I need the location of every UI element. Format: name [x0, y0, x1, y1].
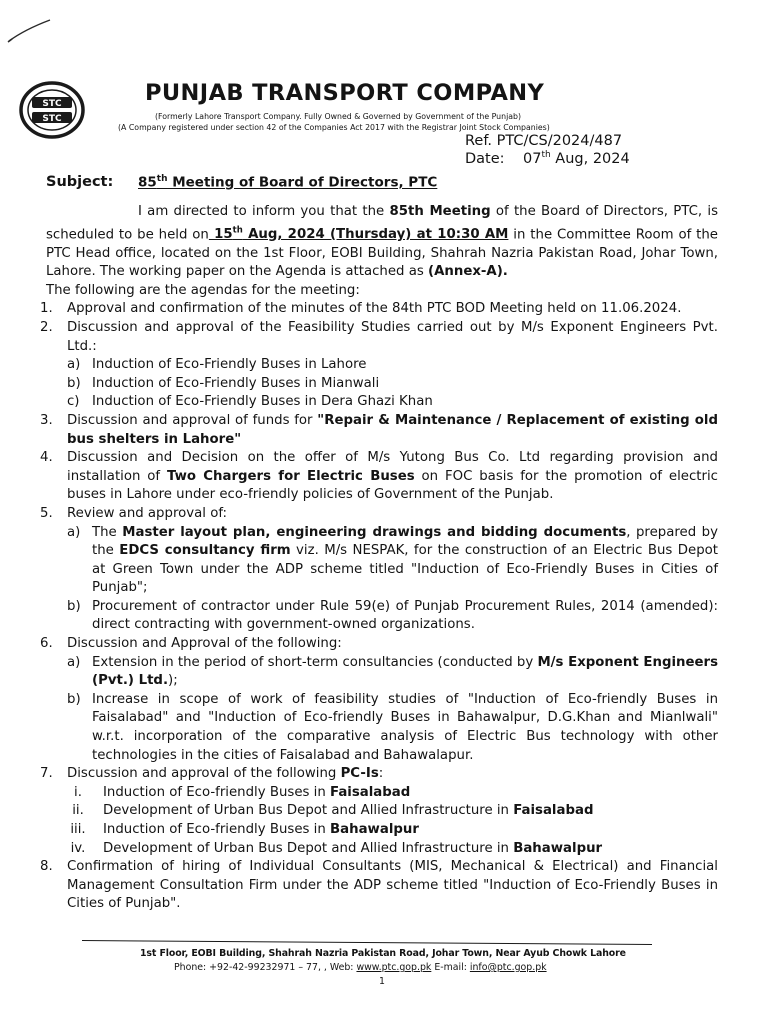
agenda-5a-t3: viz. M/s NESPAK, for the construction of an Electric Bus Depot at Green Town under the ADP scheme titled "Induction of Eco-Friendly Buses in Cities of Punjab";: [92, 543, 718, 596]
agenda-6a-num: a): [67, 654, 81, 670]
agenda-5a: [67, 524, 718, 598]
subject-label: Subject:: [46, 174, 114, 190]
agenda-item-6: [40, 635, 718, 765]
agenda-6a: [67, 654, 718, 691]
agenda-6b-text: Increase in scope of work of feasibility studies of "Induction of Eco-friendly Buses in Faisalabad" and "Induction of Eco-friendly Buses in Bahawalpur, D.G.Khan and Mianlwali" w.r.t. incorporation of the comparative analysis of Electric Bus technology with other technologies in the cities of Faisalabad and Bahawalapur.: [92, 691, 718, 763]
agenda-5b: [67, 598, 718, 635]
agenda-num-7: 7.: [40, 766, 53, 782]
agenda-7-ii: [67, 802, 718, 821]
agenda-4-b1: Two Chargers for Electric Buses: [166, 468, 415, 484]
agenda-5b-text: Procurement of contractor under Rule 59(e) of Punjab Procurement Rules, 2014 (amended): direct contracting with government-owned organizations.: [92, 598, 718, 633]
reference-number: Ref. PTC/CS/2024/487: [465, 133, 623, 149]
meeting-datetime: [209, 227, 509, 242]
footer-contact: [174, 962, 547, 973]
logo-text-top: STC: [42, 99, 62, 109]
intro-t1: I am directed to inform you that the: [138, 204, 390, 219]
company-logo: [18, 80, 86, 140]
agenda-3-t1: Discussion and approval of funds for: [67, 412, 318, 428]
agenda-7-ii-num: ii.: [72, 803, 84, 819]
agenda-4-t2: on FOC basis for the promotion of electric buses in Lahore under eco-friendly policies of Government of the Punjab.: [67, 468, 718, 503]
agenda-6b: [67, 691, 718, 765]
agenda-item-8: [40, 858, 718, 914]
agenda-2c-text: Induction of Eco-Friendly Buses in Dera Ghazi Khan: [92, 394, 433, 410]
agenda-item-2: [40, 319, 718, 412]
agenda-2c: [67, 393, 718, 412]
agenda-6a-t1: Extension in the period of short-term consultancies (conducted by: [92, 654, 538, 670]
logo-text-bottom: STC: [42, 114, 62, 124]
company-subtitle-2: (A Company registered under section 42 of the Companies Act 2017 with the Registrar Joint Stock Companies): [118, 123, 550, 132]
page-number: 1: [379, 976, 385, 987]
agenda-num-6: 6.: [40, 636, 53, 652]
agenda-7-i-b1: Faisalabad: [330, 784, 411, 800]
footer-email-label: E-mail:: [431, 962, 470, 973]
agenda-item-4: [40, 449, 718, 505]
subject-pre: 85: [138, 174, 157, 191]
footer-divider: [82, 940, 652, 945]
agenda-7-i-num: i.: [74, 784, 82, 800]
agenda-5b-num: b): [67, 598, 81, 614]
agenda-7-iii-b1: Bahawalpur: [330, 822, 419, 838]
agenda-num-5: 5.: [40, 505, 53, 521]
agenda-6a-t2: );: [168, 673, 178, 689]
agenda-2c-num: c): [67, 394, 80, 410]
agenda-6b-num: b): [67, 691, 81, 707]
date-day: 07: [523, 150, 542, 167]
subject-sup: th: [156, 174, 168, 184]
agenda-text-2: Discussion and approval of the Feasibility Studies carried out by M/s Exponent Engineers Pvt. Ltd.:: [67, 319, 718, 354]
company-name: PUNJAB TRANSPORT COMPANY: [145, 80, 545, 106]
letter-date: [465, 150, 630, 167]
agenda-7-iii-num: iii.: [70, 822, 86, 838]
agenda-2b-text: Induction of Eco-Friendly Buses in Mianwali: [92, 375, 380, 391]
meeting-date-post: Aug, 2024 (Thursday) at 10:30 AM: [242, 227, 509, 243]
agenda-2a: [67, 356, 718, 375]
intro-paragraph: [46, 203, 718, 282]
date-suffix: th: [541, 150, 551, 160]
agenda-7-i-t1: Induction of Eco-friendly Buses in: [103, 784, 331, 800]
agenda-6a-b1: M/s Exponent Engineers (Pvt.) Ltd.: [92, 654, 718, 689]
agenda-7-t1: Discussion and approval of the following: [67, 766, 341, 782]
agenda-7-iv-b1: Bahawalpur: [513, 840, 603, 856]
agenda-5a-b1: Master layout plan, engineering drawings and bidding documents: [122, 524, 627, 540]
agenda-7-iv: [67, 840, 718, 859]
intro-t2: of the Board of Directors, PTC, is scheduled to be held on: [46, 204, 719, 243]
agenda-item-7: [40, 765, 718, 858]
agenda-5a-t1: The: [92, 524, 123, 540]
agenda-7-b1: PC-Is: [340, 766, 379, 782]
agenda-7-iv-num: iv.: [70, 840, 86, 856]
agenda-text-1: Approval and confirmation of the minutes of the 84th PTC BOD Meeting held on 11.06.2024.: [67, 301, 682, 317]
agenda-5a-b2: EDCS consultancy firm: [119, 543, 291, 559]
agenda-num-8: 8.: [40, 859, 53, 875]
agenda-text-5: Review and approval of:: [67, 505, 228, 521]
agenda-2b-num: b): [67, 375, 81, 391]
agenda-7-iii-t1: Induction of Eco-friendly Buses in: [103, 822, 331, 838]
agenda-num-1: 1.: [40, 301, 53, 317]
meeting-date-pre: 15: [208, 227, 233, 243]
agenda-item-5: [40, 505, 718, 635]
agenda-7-iv-t1: Development of Urban Bus Depot and Allied Infrastructure in: [103, 840, 514, 856]
date-rest: Aug, 2024: [550, 150, 630, 167]
agenda-list: [40, 300, 718, 914]
intro-b2: (Annex-A).: [428, 264, 508, 280]
agenda-7-iii: [67, 821, 718, 840]
agenda-text-6: Discussion and Approval of the following:: [67, 636, 342, 652]
agenda-5a-t2: , prepared by the: [92, 524, 718, 559]
footer-address: 1st Floor, EOBI Building, Shahrah Nazria Pakistan Road, Johar Town, Near Ayub Chowk Lahore: [140, 948, 626, 959]
footer-email-link[interactable]: info@ptc.gop.pk: [469, 962, 547, 973]
agenda-4-t1: Discussion and Decision on the offer of M/s Yutong Bus Co. Ltd regarding provision and installation of: [67, 450, 718, 484]
date-label: Date:: [465, 150, 505, 167]
agenda-text-8: Confirmation of hiring of Individual Consultants (MIS, Mechanical & Electrical) and Financial Management Consultation Firm under the ADP scheme titled "Induction of Eco-Friendly Buses in Cities of Punjab".: [67, 859, 718, 912]
agenda-7-ii-b1: Faisalabad: [513, 803, 594, 819]
intro-line-2: The following are the agendas for the meeting:: [46, 282, 360, 298]
pen-stroke-mark: [6, 18, 52, 44]
company-subtitle-1: (Formerly Lahore Transport Company. Fully Owned & Governed by Government of the Punjab): [155, 112, 522, 121]
subject-post: Meeting of Board of Directors, PTC: [167, 174, 438, 191]
agenda-7-t2: :: [378, 766, 384, 782]
agenda-num-4: 4.: [40, 450, 53, 466]
agenda-7-ii-t1: Development of Urban Bus Depot and Allied Infrastructure in: [103, 803, 514, 819]
letter-body: [40, 203, 719, 914]
agenda-2b: [67, 375, 718, 394]
intro-t3: in the Committee Room of the PTC Head office, located on the 1st Floor, EOBI Building, Shahrah Nazria Pakistan Road, Johar Town, Lahore. The working paper on the Agenda is attached as: [46, 227, 718, 280]
agenda-2a-num: a): [67, 357, 81, 373]
subject-text: [138, 174, 437, 191]
agenda-2a-text: Induction of Eco-Friendly Buses in Lahore: [92, 357, 367, 373]
agenda-num-2: 2.: [40, 319, 53, 335]
agenda-num-3: 3.: [40, 412, 53, 428]
footer-web-link[interactable]: www.ptc.gop.pk: [356, 962, 432, 973]
agenda-item-3: [40, 412, 718, 449]
agenda-7-i: [67, 784, 718, 803]
agenda-item-1: [40, 300, 718, 319]
meeting-date-sup: th: [232, 225, 243, 236]
intro-b1: 85th Meeting: [389, 204, 491, 219]
footer-phone: Phone: +92-42-99232971 – 77, , Web:: [174, 962, 357, 973]
agenda-5a-num: a): [67, 524, 81, 540]
agenda-3-b1: "Repair & Maintenance / Replacement of existing old bus shelters in Lahore": [67, 412, 718, 447]
